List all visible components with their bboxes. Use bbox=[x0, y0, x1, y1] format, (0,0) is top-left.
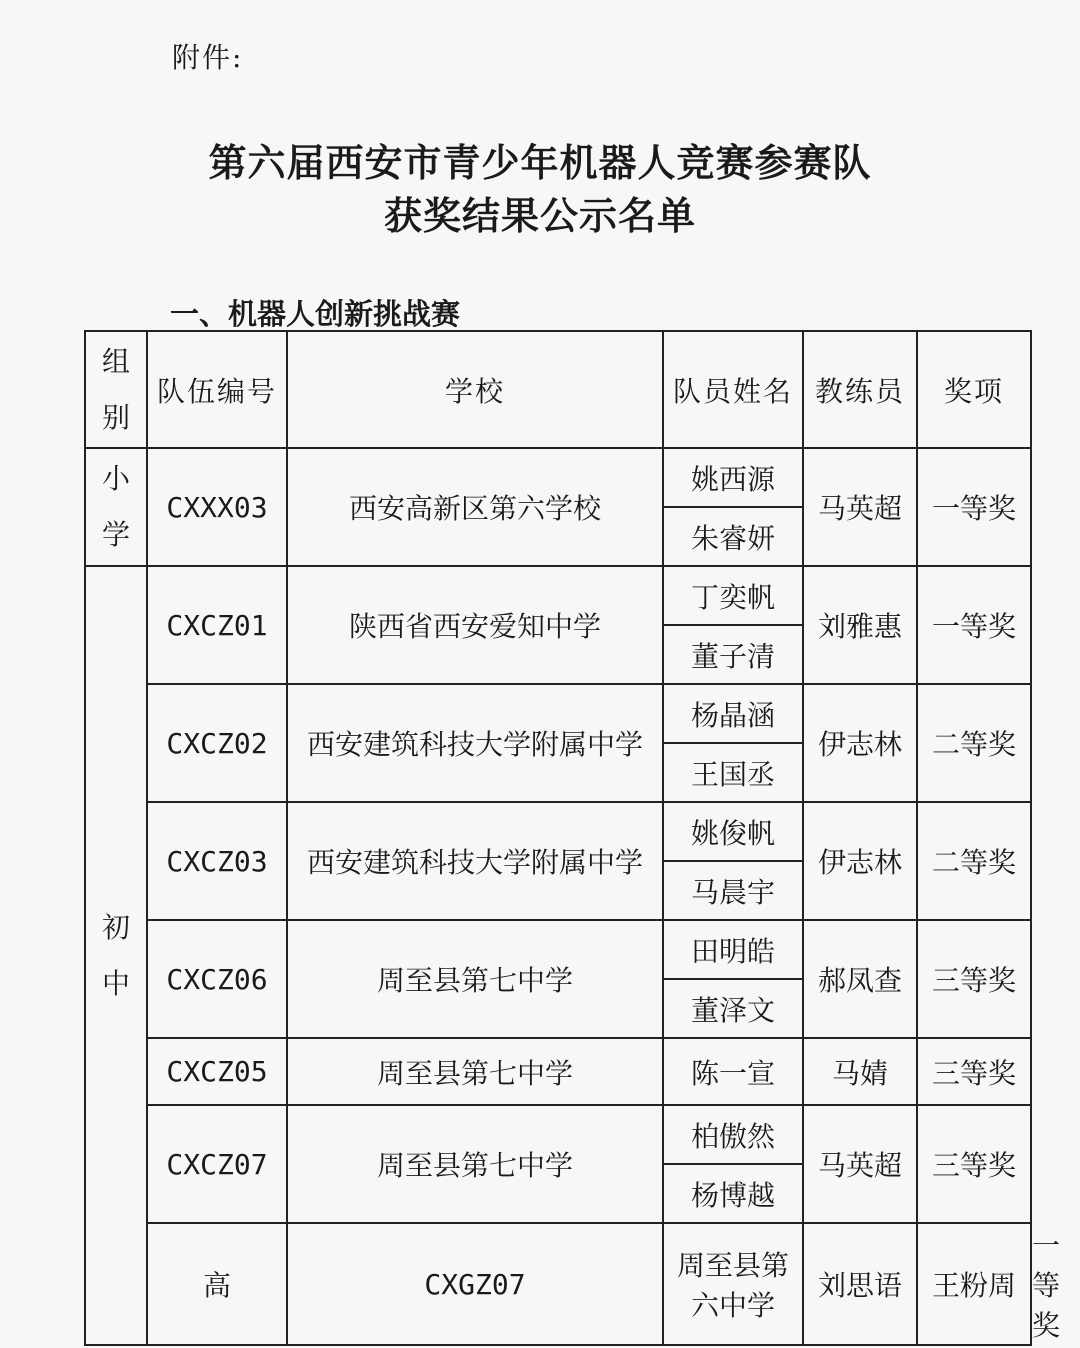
team-id-cell: CXCZ02 bbox=[147, 684, 287, 802]
school-cell: 西安高新区第六学校 bbox=[287, 448, 663, 566]
school-cell: 周至县第七中学 bbox=[287, 1105, 663, 1223]
member-cell: 陈一宣 bbox=[663, 1038, 803, 1105]
table-row bbox=[85, 1105, 1031, 1164]
coach-cell: 马婧 bbox=[803, 1038, 917, 1105]
team-id-cell: CXCZ01 bbox=[147, 566, 287, 684]
table-row bbox=[85, 448, 1031, 507]
school-cell: 陕西省西安爱知中学 bbox=[287, 566, 663, 684]
header-team-id: 队伍编号 bbox=[147, 331, 287, 448]
group-cell-primary: 小学 bbox=[85, 448, 147, 566]
table-row bbox=[85, 920, 1031, 979]
coach-cell: 伊志林 bbox=[803, 684, 917, 802]
member-cell: 董泽文 bbox=[663, 979, 803, 1038]
header-members: 队员姓名 bbox=[663, 331, 803, 448]
member-cell: 姚俊帆 bbox=[663, 802, 803, 861]
member-cell: 杨晶涵 bbox=[663, 684, 803, 743]
member-cell: 朱睿妍 bbox=[663, 507, 803, 566]
header-group: 组别 bbox=[85, 331, 147, 448]
table-row bbox=[85, 566, 1031, 625]
award-cell: 一等奖 bbox=[917, 448, 1031, 566]
award-cell: 三等奖 bbox=[917, 1038, 1031, 1105]
team-id-cell: CXXX03 bbox=[147, 448, 287, 566]
school-cell: 西安建筑科技大学附属中学 bbox=[287, 684, 663, 802]
school-cell: 周至县第七中学 bbox=[287, 920, 663, 1038]
document-title-line-2: 获奖结果公示名单 bbox=[383, 194, 696, 238]
attachment-label: 附件: bbox=[172, 41, 244, 74]
school-cell: 周至县第七中学 bbox=[287, 1038, 663, 1105]
award-cell: 三等奖 bbox=[917, 920, 1031, 1038]
member-cell: 王国丞 bbox=[663, 743, 803, 802]
group-cell-senior: 高 bbox=[147, 1223, 287, 1345]
coach-cell: 马英超 bbox=[803, 1105, 917, 1223]
member-cell: 杨博越 bbox=[663, 1164, 803, 1223]
member-cell: 董子清 bbox=[663, 625, 803, 684]
awards-table bbox=[84, 330, 1061, 1346]
member-cell: 姚西源 bbox=[663, 448, 803, 507]
member-cell: 马晨宇 bbox=[663, 861, 803, 920]
school-cell: 西安建筑科技大学附属中学 bbox=[287, 802, 663, 920]
coach-cell: 王粉周 bbox=[917, 1223, 1031, 1345]
table-row bbox=[85, 684, 1031, 743]
team-id-cell: CXGZ07 bbox=[287, 1223, 663, 1345]
member-cell: 田明皓 bbox=[663, 920, 803, 979]
member-cell: 柏傲然 bbox=[663, 1105, 803, 1164]
team-id-cell: CXCZ03 bbox=[147, 802, 287, 920]
award-cell: 三等奖 bbox=[917, 1105, 1031, 1223]
award-cell: 一等奖 bbox=[917, 566, 1031, 684]
group-cell-junior: 初中 bbox=[85, 566, 147, 1345]
document-title-line-1: 第六届西安市青少年机器人竞赛参赛队 bbox=[208, 141, 872, 185]
coach-cell: 马英超 bbox=[803, 448, 917, 566]
award-cell: 二等奖 bbox=[917, 684, 1031, 802]
table-row bbox=[85, 1038, 1031, 1105]
header-award: 奖项 bbox=[917, 331, 1031, 448]
coach-cell: 伊志林 bbox=[803, 802, 917, 920]
member-cell: 刘思语 bbox=[803, 1223, 917, 1345]
award-cell: 二等奖 bbox=[917, 802, 1031, 920]
coach-cell: 郝凤查 bbox=[803, 920, 917, 1038]
table-row bbox=[85, 802, 1031, 861]
section-title: 一、机器人创新挑战赛 bbox=[170, 297, 461, 331]
header-school: 学校 bbox=[287, 331, 663, 448]
header-coach: 教练员 bbox=[803, 331, 917, 448]
school-cell: 周至县第六中学 bbox=[663, 1223, 803, 1345]
table-header-row bbox=[85, 331, 1031, 448]
table-row: 高 CXGZ07 周至县第六中学 刘思语 王粉周 一等奖 bbox=[85, 1223, 1031, 1345]
team-id-cell: CXCZ07 bbox=[147, 1105, 287, 1223]
coach-cell: 刘雅惠 bbox=[803, 566, 917, 684]
member-cell: 丁奕帆 bbox=[663, 566, 803, 625]
team-id-cell: CXCZ05 bbox=[147, 1038, 287, 1105]
team-id-cell: CXCZ06 bbox=[147, 920, 287, 1038]
